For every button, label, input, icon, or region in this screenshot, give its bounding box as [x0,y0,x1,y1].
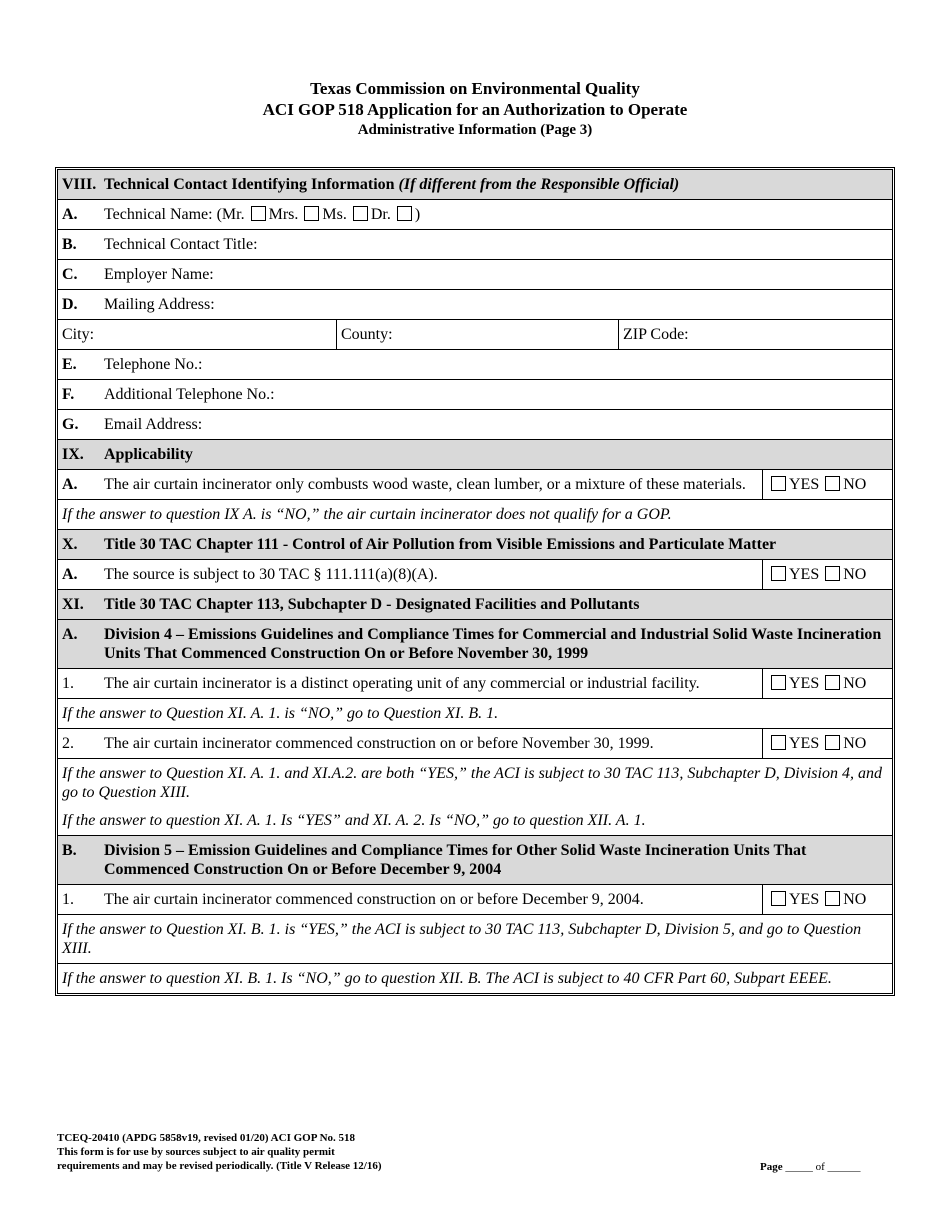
no-checkbox[interactable] [825,566,840,581]
dr-label: Dr. [370,206,391,223]
yes-no-choice [762,729,892,758]
no-label: NO [843,476,867,493]
mailing-address-row[interactable] [58,290,892,320]
additional-telephone-label: Additional Telephone No.: [104,386,275,403]
instruction-note: If the answer to Question XI. B. 1. is “YES,” the ACI is subject to 30 TAC 113, Subchapter D, Division 5, and go to Question XIII. [62,921,862,957]
page-number [760,1160,861,1174]
close-paren: ) [414,206,421,223]
technical-name-row [58,200,892,230]
employer-name-row[interactable] [58,260,892,290]
of-blank[interactable]: ______ [827,1161,861,1173]
instruction-note-row [58,699,892,729]
dr-checkbox[interactable] [397,206,412,221]
section-title: Technical Contact Identifying Information [104,176,395,193]
yes-no-choice [762,669,892,698]
no-checkbox[interactable] [825,735,840,750]
question-ix-a-row [58,470,892,500]
technical-name-label: Technical Name: (Mr. [104,206,245,223]
question-text: The air curtain incinerator is a distinct operating unit of any commercial or industrial facility. [104,675,700,692]
section-number: XI. [62,596,84,613]
yes-label: YES [789,476,820,493]
item-letter: D. [62,296,78,313]
yes-label: YES [789,566,820,583]
yes-checkbox[interactable] [771,566,786,581]
form-id: TCEQ-20410 (APDG 5858v19, revised 01/20) ACI GOP No. 518 [57,1132,356,1144]
instruction-note: If the answer to question XI. A. 1. Is “YES” and XI. A. 2. Is “NO,” go to question XII. A. 1. [62,812,646,829]
section-title: Title 30 TAC Chapter 111 - Control of Air Pollution from Visible Emissions and Particulate Matter [104,536,777,553]
question-text: The source is subject to 30 TAC § 111.111(a)(8)(A). [104,566,438,583]
item-number: 2. [62,735,74,752]
instruction-note-row [58,964,892,993]
yes-checkbox[interactable] [771,891,786,906]
mr-checkbox[interactable] [251,206,266,221]
instruction-note-row [58,915,892,964]
item-letter: A. [62,626,78,643]
instruction-note-row [58,500,892,530]
item-letter: B. [62,842,77,859]
form-subtitle: Administrative Information (Page 3) [357,122,593,138]
item-number: 1. [62,675,74,692]
question-xi-a-2-row [58,729,892,759]
section-number: VIII. [62,176,97,193]
item-letter: A. [62,476,78,493]
question-text: The air curtain incinerator commenced construction on or before November 30, 1999. [104,735,654,752]
yes-label: YES [789,735,820,752]
no-checkbox[interactable] [825,675,840,690]
subsection-title: Division 4 – Emissions Guidelines and Compliance Times for Commercial and Industrial Solid Waste Incineration Units That Commenced Construction On or Before November 30, 1999 [104,626,882,662]
additional-telephone-row[interactable] [58,380,892,410]
yes-checkbox[interactable] [771,476,786,491]
question-text: The air curtain incinerator commenced construction on or before December 9, 2004. [104,891,644,908]
zip-code-field[interactable]: ZIP Code: [618,320,892,349]
section-ix-header [58,440,892,470]
employer-name-label: Employer Name: [104,266,214,283]
email-label: Email Address: [104,416,203,433]
subsection-title: Division 5 – Emission Guidelines and Compliance Times for Other Solid Waste Incineration Units That Commenced Construction On or Before December 9, 2004 [104,842,807,878]
yes-label: YES [789,891,820,908]
page-label: Page [760,1161,783,1173]
telephone-row[interactable] [58,350,892,380]
instruction-note: If the answer to question IX A. is “NO,” the air curtain incinerator does not qualify for a GOP. [62,506,672,523]
item-letter: F. [62,386,75,403]
form-revision-note: requirements and may be revised periodically. (Title V Release 12/16) [57,1160,382,1172]
item-letter: A. [62,566,78,583]
question-xi-b-1-row [58,885,892,915]
no-checkbox[interactable] [825,891,840,906]
instruction-note-row [58,759,892,836]
technical-contact-title-row[interactable] [58,230,892,260]
no-label: NO [843,735,867,752]
mrs-checkbox[interactable] [304,206,319,221]
section-x-header [58,530,892,560]
section-number: X. [62,536,78,553]
section-number: IX. [62,446,84,463]
question-xi-a-1-row [58,669,892,699]
yes-no-choice [762,470,892,499]
no-label: NO [843,566,867,583]
item-letter: C. [62,266,78,283]
agency-title: Texas Commission on Environmental Quality [310,79,640,98]
subsection-xi-b-header [58,836,892,885]
item-letter: E. [62,356,77,373]
item-number: 1. [62,891,74,908]
question-x-a-row [58,560,892,590]
city-county-zip-row [58,320,892,350]
page-blank[interactable]: _____ [785,1161,813,1173]
form-title: ACI GOP 518 Application for an Authorization to Operate [262,100,688,119]
form-header [0,78,950,140]
yes-label: YES [789,675,820,692]
yes-no-choice [762,885,892,914]
no-label: NO [843,891,867,908]
no-checkbox[interactable] [825,476,840,491]
of-label: of [815,1161,825,1173]
email-row[interactable] [58,410,892,440]
telephone-label: Telephone No.: [104,356,203,373]
ms-checkbox[interactable] [353,206,368,221]
section-title: Applicability [104,446,193,463]
instruction-note: If the answer to Question XI. A. 1. and XI.A.2. are both “YES,” the ACI is subject to 30 TAC 113, Subchapter D, Division 4, and go to Question XIII. [62,765,882,801]
application-form-table [55,167,895,996]
no-label: NO [843,675,867,692]
section-xi-header [58,590,892,620]
form-usage-note: This form is for use by sources subject to air quality permit [57,1146,335,1158]
technical-contact-title-label: Technical Contact Title: [104,236,258,253]
city-field[interactable]: City: [62,326,95,343]
mrs-label: Mrs. [268,206,299,223]
subsection-xi-a-header [58,620,892,669]
mailing-address-label: Mailing Address: [104,296,215,313]
yes-checkbox[interactable] [771,735,786,750]
county-field[interactable]: County: [336,320,618,349]
item-letter: G. [62,416,79,433]
item-letter: B. [62,236,77,253]
section-title-note: (If different from the Responsible Official) [398,176,680,193]
yes-checkbox[interactable] [771,675,786,690]
yes-no-choice [762,560,892,589]
question-text: The air curtain incinerator only combusts wood waste, clean lumber, or a mixture of these materials. [104,476,746,493]
item-letter: A. [62,206,78,223]
instruction-note: If the answer to question XI. B. 1. Is “NO,” go to question XII. B. The ACI is subject to 40 CFR Part 60, Subpart EEEE. [62,970,832,987]
ms-label: Ms. [322,206,347,223]
form-footer [57,1131,381,1173]
section-viii-header [58,170,892,200]
instruction-note: If the answer to Question XI. A. 1. is “NO,” go to Question XI. B. 1. [62,705,499,722]
section-title: Title 30 TAC Chapter 113, Subchapter D - Designated Facilities and Pollutants [104,596,640,613]
